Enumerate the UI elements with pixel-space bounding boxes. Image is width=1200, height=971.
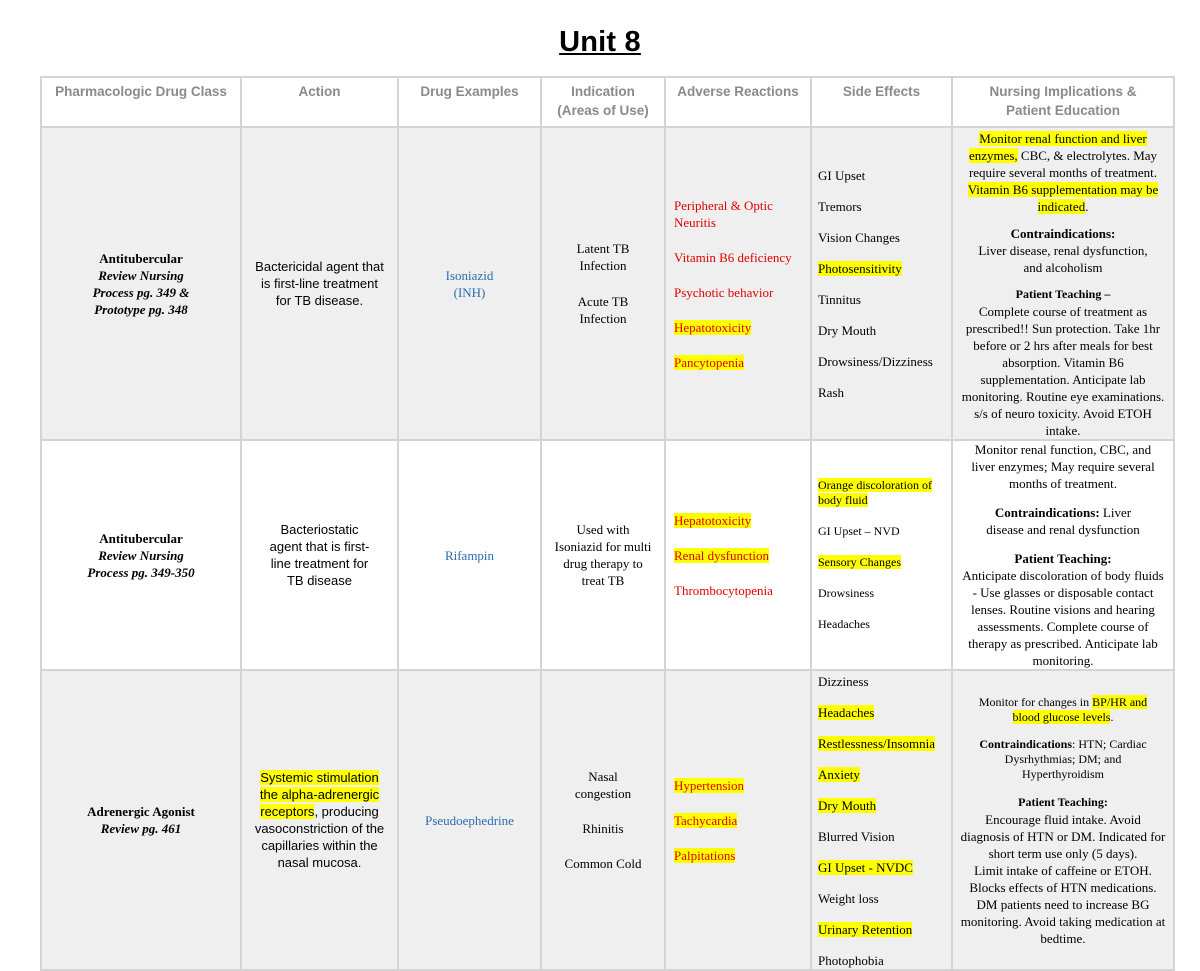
header-side-effects: Side Effects: [811, 77, 952, 127]
nursing-monitor-text: Monitor for changes in: [978, 695, 1090, 709]
side-effects-cell: [811, 670, 952, 970]
nursing-b6-highlight: Vitamin B6 supplementation may be indicated: [967, 182, 1159, 214]
patient-teaching-text: Encourage fluid intake. Avoid diagnosis of HTN or DM. Indicated for short term use only (5 days).: [960, 812, 1166, 861]
side-effect-item: Weight loss: [818, 891, 879, 906]
action-highlight: Systemic stimulation the alpha-adrenergic receptors: [259, 770, 380, 819]
nursing-period: .: [1085, 199, 1089, 214]
drug-example-cell: [398, 440, 541, 670]
adverse-item: Vitamin B6 deficiency: [674, 249, 792, 265]
header-nursing: [952, 77, 1174, 127]
patient-teaching-text: Anticipate discoloration of body fluids - Use glasses or disposable contact lenses. Routine visions and hearing assessments. Complete course of therapy as prescribed. Anticipate lab monitoring.: [962, 568, 1164, 668]
action-cell: [241, 670, 398, 970]
drug-class-reference: Review Nursing: [98, 267, 184, 283]
drug-name: Pseudoephedrine: [425, 812, 514, 828]
indication-item: Latent TB Infection: [576, 241, 630, 273]
side-effect-item: GI Upset – NVD: [818, 524, 900, 538]
action-cell: Bactericidal agent that is first-line treatment for TB disease.: [241, 127, 398, 440]
nursing-implications-cell: [952, 127, 1174, 440]
patient-teaching-label: Patient Teaching –: [1015, 287, 1111, 301]
indication-item: Rhinitis: [582, 821, 624, 836]
drug-class-reference: Process pg. 349-350: [87, 564, 195, 580]
side-effect-item: Orange discoloration of body fluid: [818, 478, 932, 507]
indication-cell: [541, 670, 665, 970]
nursing-monitor-text: CBC, & electrolytes. May require several months of treatment.: [968, 148, 1158, 180]
nursing-implications-cell: [952, 670, 1174, 970]
side-effect-item: Anxiety: [818, 767, 860, 782]
adverse-item: Tachycardia: [674, 812, 738, 828]
nursing-period: .: [1110, 710, 1114, 724]
header-indication-line2: (Areas of Use): [557, 103, 649, 118]
contraindications-text: Liver disease and renal dysfunction: [986, 505, 1140, 537]
drug-class-reference: Review Nursing: [98, 547, 184, 563]
table-row-isoniazid: [41, 127, 1174, 440]
drug-class-reference: Prototype pg. 348: [94, 301, 188, 317]
indication-item: Common Cold: [564, 856, 642, 871]
side-effect-item: Restlessness/Insomnia: [818, 736, 935, 751]
indication-cell: [541, 127, 665, 440]
adverse-item: Peripheral & Optic Neuritis: [674, 197, 773, 230]
page-title: Unit 8: [559, 26, 641, 58]
contraindications-label: Contraindications:: [1010, 226, 1116, 241]
side-effect-item: Blurred Vision: [818, 829, 895, 844]
nursing-monitor-text: Monitor renal function, CBC, and liver enzymes; May require several months of treatment.: [971, 442, 1155, 491]
patient-teaching-label: Patient Teaching:: [1018, 795, 1108, 809]
side-effect-item: Headaches: [818, 705, 875, 720]
indication-item: Nasal congestion: [574, 769, 632, 801]
side-effect-item: Drowsiness/Dizziness: [818, 353, 933, 369]
header-nursing-line2: Patient Education: [1005, 103, 1120, 118]
adverse-item: Palpitations: [674, 847, 736, 863]
patient-teaching-label: Patient Teaching:: [1014, 551, 1112, 566]
adverse-item: Pancytopenia: [674, 354, 745, 370]
side-effect-item: GI Upset - NVDC: [818, 860, 913, 875]
adverse-item: Thrombocytopenia: [674, 582, 773, 598]
side-effect-item: Vision Changes: [818, 229, 900, 245]
side-effect-item: Sensory Changes: [818, 555, 901, 569]
contraindications-block: [959, 504, 1167, 538]
side-effect-item: Photosensitivity: [818, 260, 902, 276]
side-effect-item: Tinnitus: [818, 291, 861, 307]
side-effect-item: Dry Mouth: [818, 798, 877, 813]
table-row-pseudoephedrine: [41, 670, 1174, 970]
adverse-item: Hepatotoxicity: [674, 512, 752, 528]
side-effect-item: Rash: [818, 384, 844, 400]
drug-class-cell: [41, 440, 241, 670]
drug-class-cell: [41, 670, 241, 970]
contraindications-label: Contraindications: [979, 737, 1073, 751]
side-effect-item: Drowsiness: [818, 586, 874, 600]
nursing-monitor-highlight: Monitor renal function and liver enzymes,: [968, 131, 1147, 163]
side-effect-item: Photophobia: [818, 953, 884, 968]
side-effect-item: Dry Mouth: [818, 322, 877, 338]
patient-teaching-text: Complete course of treatment as prescribed!! Sun protection. Take 1hr before or 2 hrs after meals for best absorption. Vitamin B6 supplementation. Anticipate lab monitoring. Routine eye examinations. s/s of neuro toxicity. Avoid ETOH intake.: [961, 304, 1165, 438]
drug-abbreviation: (INH): [453, 284, 486, 300]
contraindications-text: Liver disease, renal dysfunction, and alcoholism: [978, 243, 1148, 275]
adverse-reactions-cell: [665, 127, 811, 440]
side-effect-item: GI Upset: [818, 167, 866, 183]
side-effect-item: Urinary Retention: [818, 922, 913, 937]
indication-item: Acute TB Infection: [577, 294, 629, 326]
nursing-monitor-highlight: BP/HR and blood glucose levels: [1012, 695, 1148, 724]
contraindications-text: : HTN; Cardiac Dysrhythmias; DM; and Hyperthyroidism: [1004, 737, 1147, 781]
drug-name: Isoniazid: [445, 267, 494, 283]
header-nursing-line1: Nursing Implications &: [989, 84, 1137, 99]
adverse-reactions-cell: [665, 440, 811, 670]
nursing-implications-cell: [952, 440, 1174, 670]
header-indication-line1: Indication: [571, 84, 635, 99]
table-row-rifampin: [41, 440, 1174, 670]
adverse-item: Hypertension: [674, 777, 745, 793]
action-text: , producing vasoconstriction of the capillaries within the nasal mucosa.: [254, 804, 385, 870]
drug-example-cell: [398, 127, 541, 440]
header-adverse-reactions: Adverse Reactions: [665, 77, 811, 127]
drug-class-cell: [41, 127, 241, 440]
contraindications-label: Contraindications:: [994, 505, 1100, 520]
indication-cell: [541, 440, 665, 670]
action-cell: Bacteriostatic agent that is first-line treatment for TB disease: [241, 440, 398, 670]
side-effect-item: Tremors: [818, 198, 862, 214]
header-indication: [541, 77, 665, 127]
drug-class-name: Adrenergic Agonist: [87, 804, 195, 819]
header-row: [41, 77, 1174, 127]
drug-class-reference: Review pg. 461: [100, 821, 182, 836]
side-effect-item: Headaches: [818, 617, 870, 631]
drug-class-name: Antitubercular: [99, 250, 183, 266]
patient-teaching-text: Limit intake of caffeine or ETOH. Blocks effects of HTN medications. DM patients need to increase BG monitoring. Avoid taking medication at bedtime.: [960, 863, 1166, 946]
header-drug-class: Pharmacologic Drug Class: [41, 77, 241, 127]
adverse-item: Renal dysfunction: [674, 547, 769, 563]
side-effects-cell: [811, 127, 952, 440]
adverse-item: Hepatotoxicity: [674, 319, 752, 335]
side-effect-item: Dizziness: [818, 674, 869, 689]
header-drug-examples: Drug Examples: [398, 77, 541, 127]
drug-table: [40, 76, 1175, 971]
drug-name: Rifampin: [444, 547, 495, 563]
side-effects-cell: [811, 440, 952, 670]
drug-class-reference: Process pg. 349 &: [92, 284, 190, 300]
drug-class-name: Antitubercular: [99, 530, 183, 546]
adverse-item: Psychotic behavior: [674, 284, 774, 300]
drug-example-cell: [398, 670, 541, 970]
indication-item: Used with Isoniazid for multi drug therapy to treat TB: [554, 522, 652, 588]
adverse-reactions-cell: [665, 670, 811, 970]
header-action: Action: [241, 77, 398, 127]
contraindications-block: [959, 737, 1167, 782]
